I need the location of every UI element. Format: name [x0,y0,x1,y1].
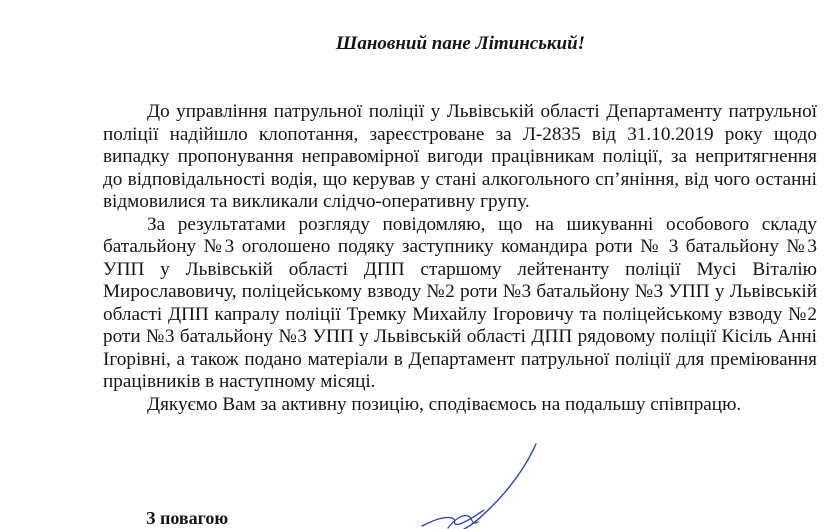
paragraph-result: За результатами розгляду повідомляю, що на шикуванні особового складу батальйону №3 оголошено подяку заступнику командира роти № 3 батальйону №3 УПП у Львівській області ДПП старшому лейтенанту поліції Мусі Віталію Мирославовичу, поліцейському взводу №2 роти №3 батальйону №3 УПП у Львівській області ДПП капралу поліції Тремку Михайлу Ігоровичу та поліцейському взводу №2 роти №3 батальйону №3 УПП у Львівській області ДПП рядовому поліції Кісіль Анні Ігорівні, а також подано матеріали в Департамент патрульної поліції для преміювання працівників в наступному місяці. [103,213,817,392]
paragraph-thanks: Дякуємо Вам за активну позицію, сподіваємось на подальшу співпрацю. [147,393,742,415]
signature-icon [400,440,600,529]
closing-text: З повагою [146,508,229,528]
paragraph-request: До управління патрульної поліції у Львівській області Департаменту патрульної поліції надійшло клопотання, зареєстроване за Л-2835 від 31.10.2019 року щодо випадку пропонування неправомірної вигоди працівникам поліції, за непритягнення до відповідальності водія, що керував у стані алкогольного сп’яніння, від чого останні відмовилися та викликали слідчо-оперативну групу. [103,101,817,212]
salutation: Шановний пане Літинський! [335,33,586,54]
letter-body [103,101,817,416]
